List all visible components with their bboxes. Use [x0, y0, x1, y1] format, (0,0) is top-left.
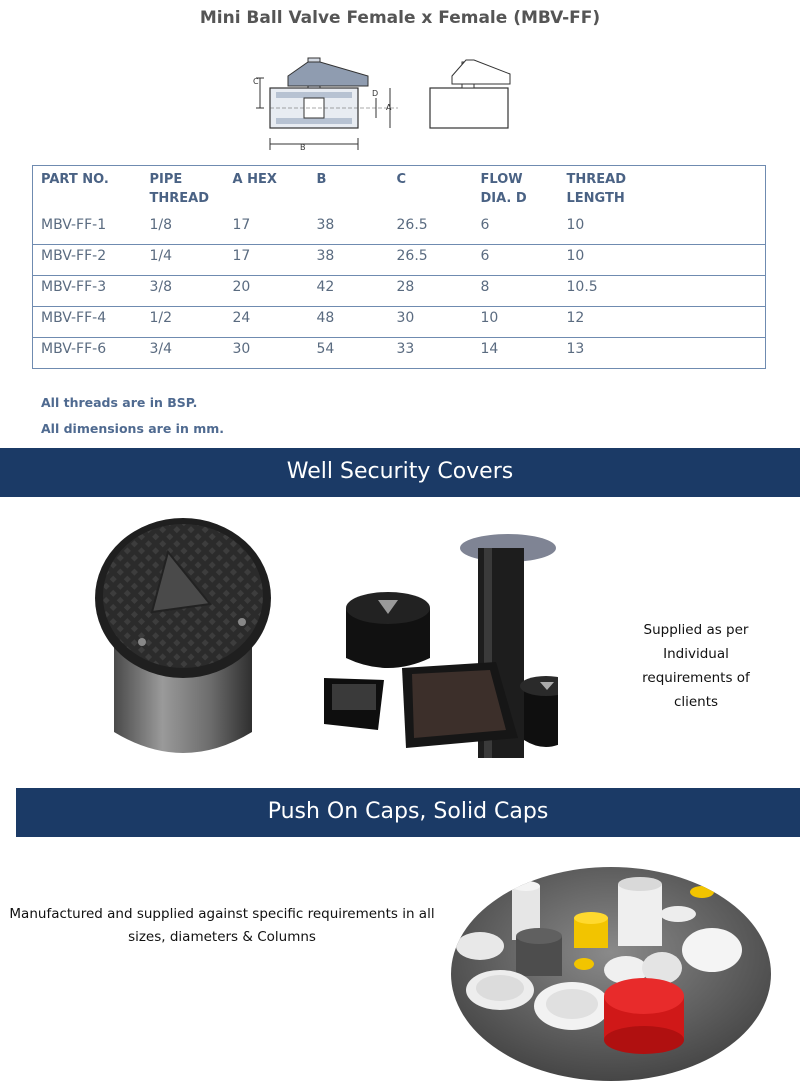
cell-b: 48	[309, 307, 389, 338]
spec-table	[32, 165, 766, 369]
caps-description: Manufactured and supplied against specific requirements in all sizes, diameters & Columns	[9, 906, 435, 945]
dim-label-d: D	[372, 89, 379, 98]
col-part-no: PART NO.	[41, 172, 109, 187]
cell-part-no: MBV-FF-2	[33, 245, 142, 276]
dim-label-c: C	[253, 77, 259, 86]
cell-thread-length: 12	[559, 307, 766, 338]
dim-label-a: A	[386, 103, 392, 112]
cell-a-hex: 24	[225, 307, 309, 338]
cell-a-hex: 17	[232, 216, 251, 233]
caps-photo	[450, 866, 772, 1082]
section-heading-push-on-caps: Push On Caps, Solid Caps	[16, 788, 800, 837]
col-thread-length: THREAD LENGTH	[566, 172, 626, 206]
valve-diagram	[248, 48, 518, 156]
cell-part-no: MBV-FF-3	[33, 276, 142, 307]
cell-pipe-thread: 3/4	[142, 338, 225, 369]
cell-c: 30	[389, 307, 473, 338]
cell-b: 42	[309, 276, 389, 307]
note-dimensions: All dimensions are in mm.	[41, 421, 224, 436]
table-row	[33, 338, 766, 369]
page-title: Mini Ball Valve Female x Female (MBV-FF)	[199, 8, 601, 28]
cell-flow-dia: 14	[473, 338, 559, 369]
cell-pipe-thread: 1/2	[142, 307, 225, 338]
cell-thread-length: 10	[559, 245, 766, 276]
table-row	[33, 214, 766, 245]
cell-pipe-thread: 1/8	[149, 216, 173, 233]
well-cover-photo	[92, 512, 274, 762]
dim-label-b: B	[300, 143, 306, 152]
cell-pipe-thread: 1/4	[142, 245, 225, 276]
cell-flow-dia: 8	[473, 276, 559, 307]
table-header-row	[33, 166, 766, 214]
cell-a-hex: 30	[225, 338, 309, 369]
cell-c: 33	[389, 338, 473, 369]
cell-thread-length: 10	[566, 216, 585, 233]
cell-b: 38	[316, 216, 335, 233]
table-row	[33, 307, 766, 338]
note-threads: All threads are in BSP.	[41, 395, 198, 410]
cell-part-no: MBV-FF-4	[33, 307, 142, 338]
cell-b: 38	[309, 245, 389, 276]
cell-thread-length: 10.5	[559, 276, 766, 307]
cell-a-hex: 20	[225, 276, 309, 307]
cell-flow-dia: 6	[480, 216, 490, 233]
col-a-hex: A HEX	[232, 172, 277, 187]
cell-flow-dia: 6	[473, 245, 559, 276]
cell-c: 28	[389, 276, 473, 307]
cell-c: 26.5	[389, 245, 473, 276]
cell-c: 26.5	[396, 216, 428, 233]
cell-flow-dia: 10	[473, 307, 559, 338]
dimension-notes	[41, 390, 224, 442]
cell-a-hex: 17	[225, 245, 309, 276]
cell-part-no: MBV-FF-1	[41, 216, 107, 233]
col-b: B	[316, 172, 327, 187]
cell-part-no: MBV-FF-6	[33, 338, 142, 369]
cell-thread-length: 13	[559, 338, 766, 369]
well-covers-group-photo	[318, 528, 558, 760]
col-pipe-thread: PIPE THREAD	[149, 172, 209, 206]
col-flow-dia: FLOW DIA. D	[480, 172, 527, 206]
table-row	[33, 245, 766, 276]
section-heading-well-security-covers: Well Security Covers	[0, 448, 800, 497]
cell-pipe-thread: 3/8	[142, 276, 225, 307]
col-c: C	[396, 172, 407, 187]
cell-b: 54	[309, 338, 389, 369]
well-covers-description: Supplied as per Individual requirements of clients	[642, 622, 750, 710]
table-row	[33, 276, 766, 307]
